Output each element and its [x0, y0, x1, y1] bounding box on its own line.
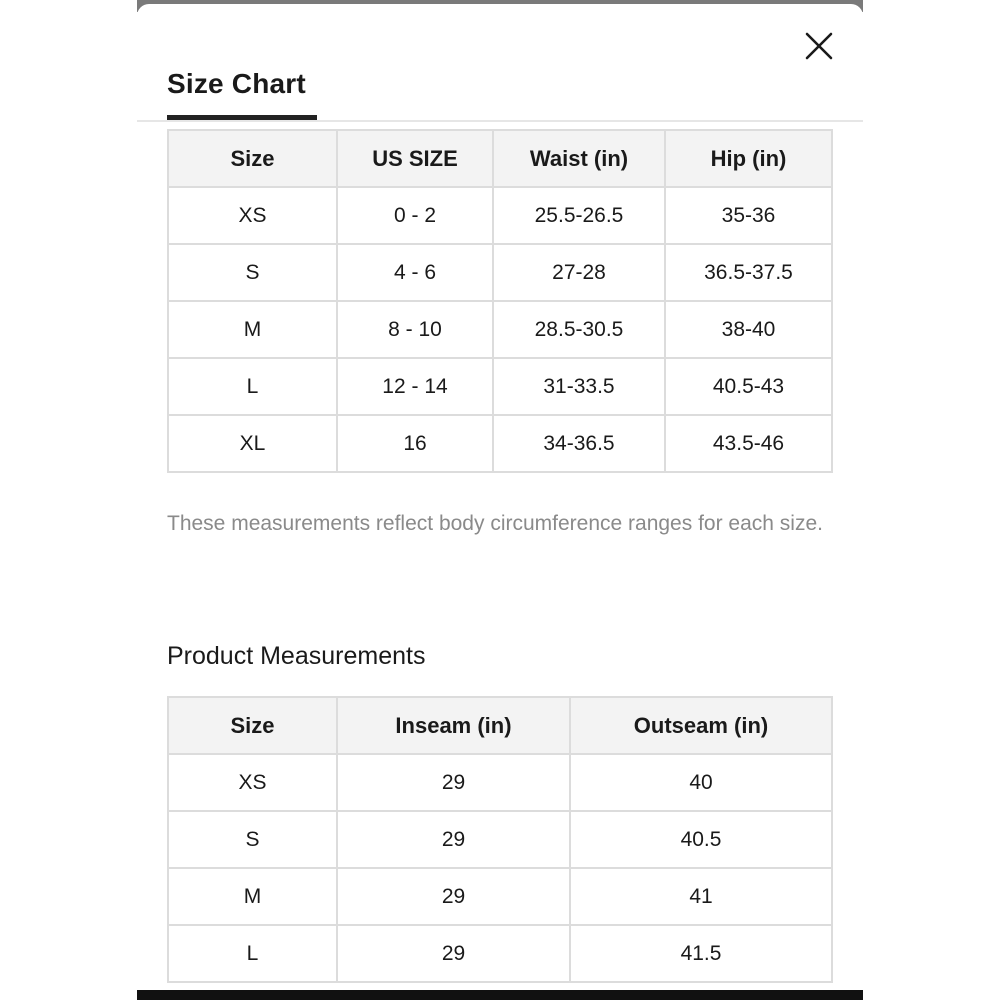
- table-cell: 29: [337, 754, 570, 811]
- table-cell: 35-36: [665, 187, 832, 244]
- table-row: [168, 301, 832, 358]
- table-cell: 40.5-43: [665, 358, 832, 415]
- table-cell: 16: [337, 415, 493, 472]
- column-header: Size: [168, 130, 337, 187]
- table-cell: S: [168, 811, 337, 868]
- size-chart-modal: [137, 4, 863, 994]
- table-cell: 29: [337, 868, 570, 925]
- table-row: [168, 811, 832, 868]
- table-row: [168, 244, 832, 301]
- table-cell: 41.5: [570, 925, 832, 982]
- table-cell: L: [168, 358, 337, 415]
- table-cell: L: [168, 925, 337, 982]
- tab-divider: [137, 120, 863, 122]
- product-measurements-title: Product Measurements: [167, 642, 426, 670]
- table-cell: 25.5-26.5: [493, 187, 665, 244]
- column-header: Waist (in): [493, 130, 665, 187]
- table-header-row: [168, 130, 832, 187]
- table-header-row: [168, 697, 832, 754]
- table-cell: XL: [168, 415, 337, 472]
- tab-size-chart-label: Size Chart: [167, 68, 306, 99]
- table-cell: 27-28: [493, 244, 665, 301]
- column-header: US SIZE: [337, 130, 493, 187]
- table-cell: M: [168, 868, 337, 925]
- product-measurements-table: [167, 696, 833, 983]
- table-cell: 40.5: [570, 811, 832, 868]
- table-cell: 41: [570, 868, 832, 925]
- table-row: [168, 754, 832, 811]
- table-cell: XS: [168, 187, 337, 244]
- column-header: Inseam (in): [337, 697, 570, 754]
- column-header: Size: [168, 697, 337, 754]
- table-row: [168, 358, 832, 415]
- table-cell: 29: [337, 925, 570, 982]
- tab-size-chart[interactable]: [167, 60, 317, 122]
- table-cell: 12 - 14: [337, 358, 493, 415]
- table-cell: M: [168, 301, 337, 358]
- table-cell: 28.5-30.5: [493, 301, 665, 358]
- close-icon: [801, 28, 837, 64]
- table-cell: XS: [168, 754, 337, 811]
- table-cell: 34-36.5: [493, 415, 665, 472]
- table-cell: S: [168, 244, 337, 301]
- table-cell: 8 - 10: [337, 301, 493, 358]
- table-cell: 29: [337, 811, 570, 868]
- table-row: [168, 187, 832, 244]
- table-cell: 4 - 6: [337, 244, 493, 301]
- measurement-note: These measurements reflect body circumference ranges for each size.: [167, 512, 823, 535]
- table-cell: 0 - 2: [337, 187, 493, 244]
- table-row: [168, 925, 832, 982]
- table-cell: 38-40: [665, 301, 832, 358]
- close-button[interactable]: [801, 28, 837, 64]
- table-row: [168, 415, 832, 472]
- bottom-bar: [137, 990, 863, 1000]
- table-cell: 31-33.5: [493, 358, 665, 415]
- table-cell: 43.5-46: [665, 415, 832, 472]
- column-header: Outseam (in): [570, 697, 832, 754]
- table-cell: 40: [570, 754, 832, 811]
- size-chart-table: [167, 129, 833, 473]
- table-row: [168, 868, 832, 925]
- table-cell: 36.5-37.5: [665, 244, 832, 301]
- column-header: Hip (in): [665, 130, 832, 187]
